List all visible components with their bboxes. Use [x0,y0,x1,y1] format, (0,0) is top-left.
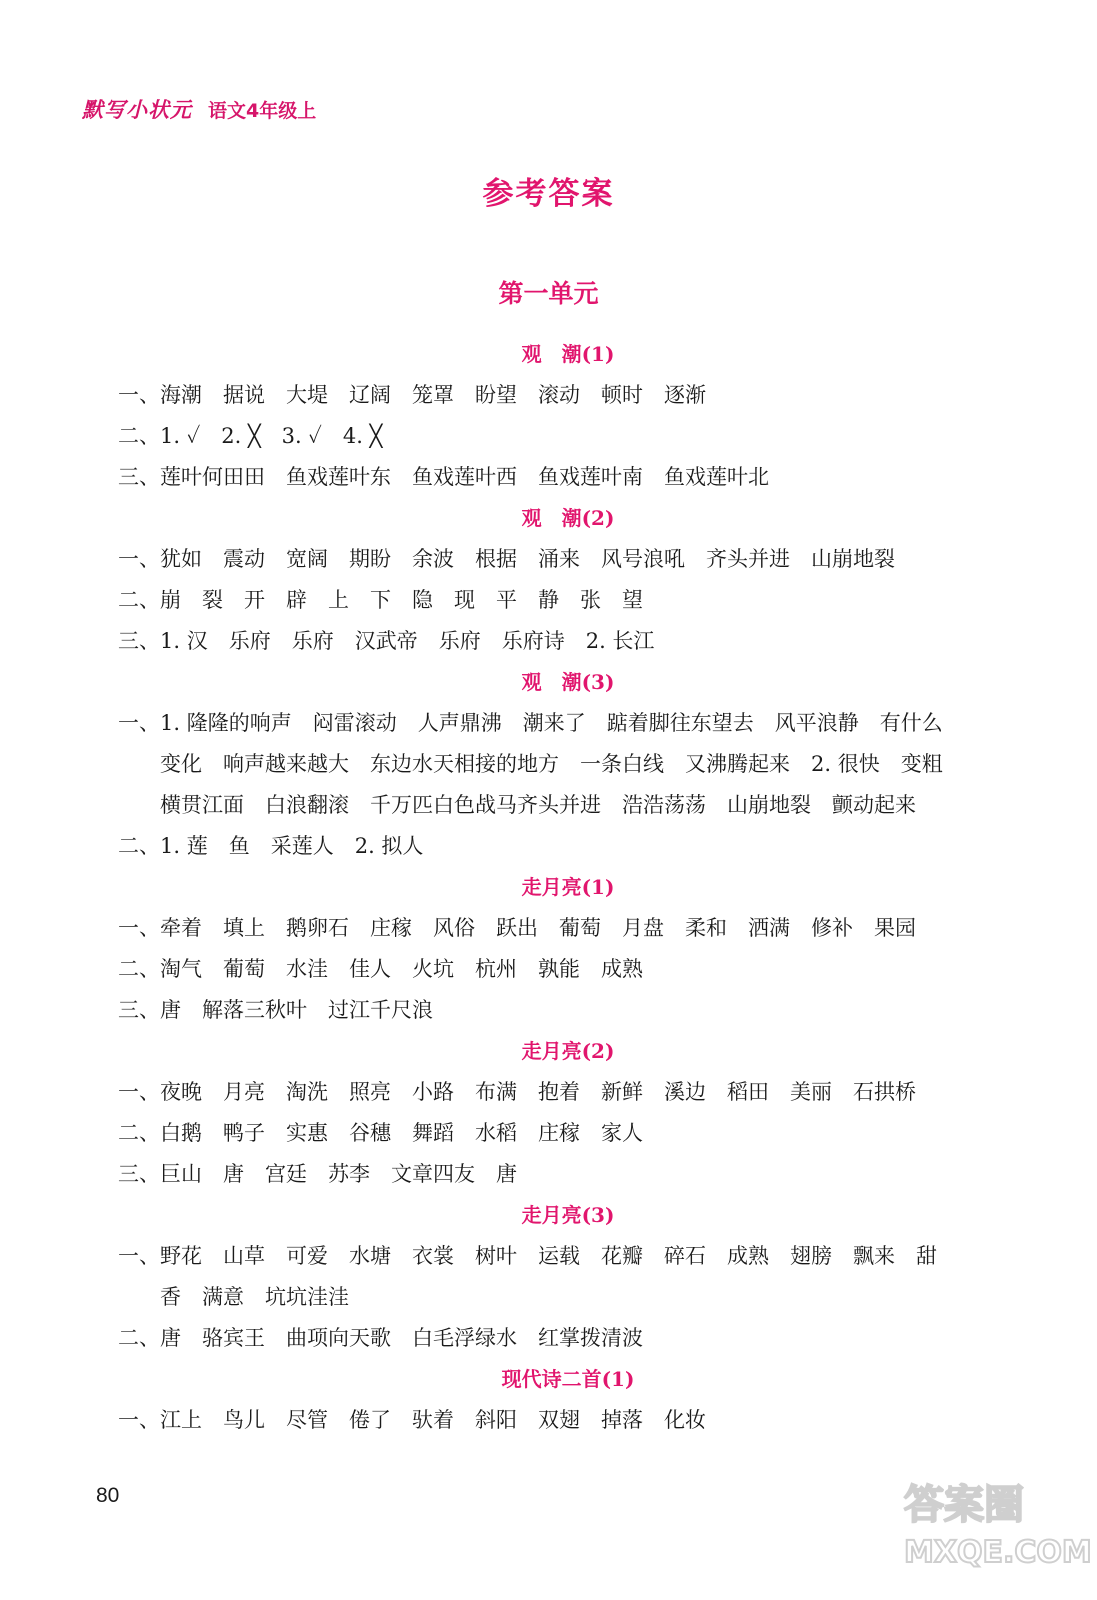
answer-line: 一、夜晚 月亮 淘洗 照亮 小路 布满 抱着 新鲜 溪边 稻田 美丽 石拱桥 [118,1080,916,1104]
page-number: 80 [96,1484,120,1507]
section-title: 观 潮(2) [521,506,615,530]
answer-line: 一、犹如 震动 宽阔 期盼 余波 根据 涌来 风号浪吼 齐头并进 山崩地裂 [118,547,895,571]
header [82,94,316,124]
watermark-text-top: 答案圈 [904,1482,1024,1528]
answer-line: 三、1. 汉 乐府 乐府 汉武帝 乐府 乐府诗 2. 长江 [118,629,655,653]
watermark-text-bottom: MXQE.COM [904,1535,1092,1570]
answer-line: 二、唐 骆宾王 曲项向天歌 白毛浮绿水 红掌拨清波 [118,1326,643,1350]
answer-line: 横贯江面 白浪翻滚 千万匹白色战马齐头并进 浩浩荡荡 山崩地裂 颤动起来 [160,793,916,817]
unit-title: 第一单元 [498,279,599,308]
section-title: 观 潮(3) [521,670,615,694]
answer-line: 三、巨山 唐 宫廷 苏李 文章四友 唐 [118,1162,517,1186]
answer-line: 二、白鹅 鸭子 实惠 谷穗 舞蹈 水稻 庄稼 家人 [118,1121,643,1145]
answer-line: 三、莲叶何田田 鱼戏莲叶东 鱼戏莲叶西 鱼戏莲叶南 鱼戏莲叶北 [118,465,769,489]
answer-line: 一、江上 鸟儿 尽管 倦了 驮着 斜阳 双翅 掉落 化妆 [118,1408,706,1432]
watermark-logo [900,1470,1092,1570]
answer-line: 香 满意 坑坑洼洼 [160,1285,349,1309]
brand-logo: 默写小状元 [82,98,192,122]
section-title: 现代诗二首(1) [501,1367,635,1391]
answer-line: 二、淘气 葡萄 水洼 佳人 火坑 杭州 孰能 成熟 [118,957,643,981]
answer-line: 一、牵着 填上 鹅卵石 庄稼 风俗 跃出 葡萄 月盘 柔和 洒满 修补 果园 [118,916,916,940]
answer-line: 一、野花 山草 可爱 水塘 衣裳 树叶 运载 花瓣 碎石 成熟 翅膀 飘来 甜 [118,1244,937,1268]
answer-line: 一、海潮 据说 大堤 辽阔 笼罩 盼望 滚动 顿时 逐渐 [118,383,706,407]
answer-content [118,334,1018,1441]
answer-line: 变化 响声越来越大 东边水天相接的地方 一条白线 又沸腾起来 2. 很快 变粗 [160,752,943,776]
section-title: 走月亮(2) [521,1039,615,1063]
answer-line: 一、1. 隆隆的响声 闷雷滚动 人声鼎沸 潮来了 踮着脚往东望去 风平浪静 有什么 [118,711,943,735]
section-title: 观 潮(1) [521,342,615,366]
answer-line: 三、唐 解落三秋叶 过江千尺浪 [118,998,433,1022]
page-title: 参考答案 [482,176,615,212]
answer-line: 二、1. ✓ 2. ╳ 3. ✓ 4. ╳ [118,424,383,448]
answer-line: 二、1. 莲 鱼 采莲人 2. 拟人 [118,834,424,858]
section-title: 走月亮(1) [521,875,615,899]
answer-line: 二、崩 裂 开 辟 上 下 隐 现 平 静 张 望 [118,588,643,612]
subject-label: 语文4年级上 [208,100,317,122]
section-title: 走月亮(3) [521,1203,615,1227]
